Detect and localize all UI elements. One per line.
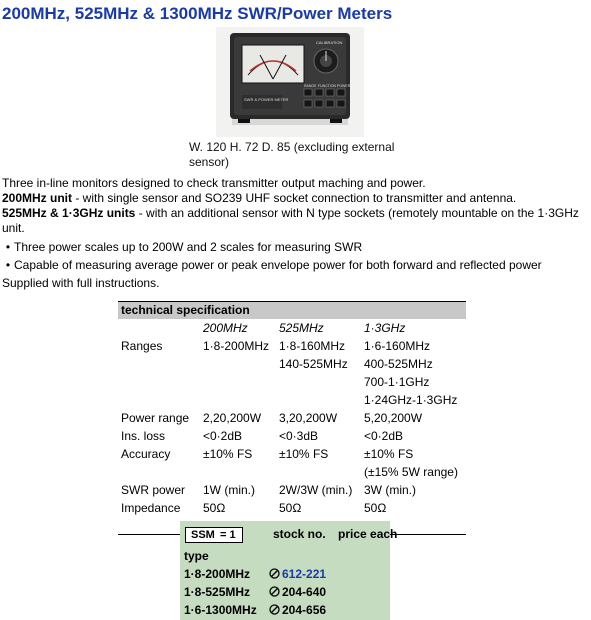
power-label: POWER xyxy=(337,84,351,88)
table-cell: ±10% FS xyxy=(364,447,414,461)
dimensions-caption: W. 120 H. 72 D. 85 (excluding external sensor) xyxy=(189,140,395,169)
list-item-text: Capable of measuring average power or peak envelope power for both forward and reflected power xyxy=(14,258,542,272)
table-cell: <0·3dB xyxy=(279,429,319,443)
stock-panel xyxy=(180,521,398,620)
price-header: price each xyxy=(338,527,398,541)
table-cell: ±10% FS xyxy=(279,447,329,461)
table-cell: 2W/3W (min.) xyxy=(279,483,353,497)
table-cell: 50Ω xyxy=(279,501,302,515)
intro-line xyxy=(2,191,587,206)
row-label: Power range xyxy=(121,411,190,425)
table-cell: ±10% FS xyxy=(203,447,253,461)
table-cell: 3W (min.) xyxy=(364,483,416,497)
ssm-badge xyxy=(185,527,243,543)
product-photo xyxy=(216,27,364,137)
table-cell: 400-525MHz xyxy=(364,357,433,371)
row-label: Ins. loss xyxy=(121,429,166,443)
unit-name: 525MHz & 1·3GHz units xyxy=(2,206,136,220)
table-cell: 700-1·1GHz xyxy=(364,375,430,389)
table-cell: 140-525MHz xyxy=(279,357,348,371)
table-cell: 3,20,200W xyxy=(279,411,338,425)
table-cell: 50Ω xyxy=(364,501,387,515)
stock-number: 204-640 xyxy=(282,585,327,599)
spec-heading: technical specification xyxy=(118,301,466,319)
stock-number-item xyxy=(269,603,326,618)
intro-line xyxy=(2,206,587,236)
feature-list xyxy=(2,240,587,276)
stock-header: stock no. xyxy=(273,527,326,541)
stock-number-item xyxy=(269,585,326,600)
page-title: 200MHz, 525MHz & 1300MHz SWR/Power Meters xyxy=(2,4,393,23)
spec-grid xyxy=(118,319,466,534)
order-icon xyxy=(269,604,280,615)
ssm-label: SSM xyxy=(191,529,215,541)
bullet-icon: • xyxy=(5,240,11,254)
column-header: 1·3GHz xyxy=(364,321,406,335)
stock-number[interactable]: 612-221 xyxy=(282,567,327,581)
intro-line: Three in-line monitors designed to check transmitter output maching and power. xyxy=(2,176,426,190)
type-cell: 1·6-1300MHz xyxy=(184,603,257,617)
order-icon xyxy=(269,586,280,597)
order-icon xyxy=(269,568,280,579)
meter-label: SWR & POWER METER xyxy=(244,97,289,102)
supplied-note: Supplied with full instructions. xyxy=(2,276,160,290)
row-label: Ranges xyxy=(121,339,163,353)
list-item xyxy=(2,240,587,255)
table-cell: 1·8-200MHz xyxy=(203,339,270,353)
table-cell: 5,20,200W xyxy=(364,411,423,425)
table-cell: <0·2dB xyxy=(203,429,243,443)
bullet-icon: • xyxy=(5,258,11,272)
unit-description: - with single sensor and SO239 UHF socket connection to transmitter and antenna. xyxy=(72,191,517,205)
table-cell: 1·6-160MHz xyxy=(364,339,431,353)
stock-number: 204-656 xyxy=(282,603,327,617)
type-header: type xyxy=(184,549,209,563)
column-header: 525MHz xyxy=(279,321,324,335)
type-cell: 1·8-200MHz xyxy=(184,567,251,581)
list-item xyxy=(2,258,587,273)
function-label: FUNCTION xyxy=(318,84,337,88)
row-label: Accuracy xyxy=(121,447,171,461)
calibration-label: CALIBRATION xyxy=(316,40,343,45)
table-cell: (±15% 5W range) xyxy=(364,465,458,479)
table-cell: 50Ω xyxy=(203,501,226,515)
ssm-value: = 1 xyxy=(220,529,236,541)
column-header: 200MHz xyxy=(203,321,248,335)
table-cell: 1W (min.) xyxy=(203,483,255,497)
intro-text xyxy=(2,176,587,236)
table-cell: <0·2dB xyxy=(364,429,404,443)
row-label: Impedance xyxy=(121,501,181,515)
table-cell: 1·8-160MHz xyxy=(279,339,346,353)
range-label: RANGE xyxy=(304,84,317,88)
spec-table xyxy=(118,301,466,535)
stock-number-link[interactable] xyxy=(269,567,326,582)
table-cell: 1·24GHz-1·3GHz xyxy=(364,393,458,407)
unit-name: 200MHz unit xyxy=(2,191,73,205)
unit-description: - with an additional sensor with N type sockets (remotely mountable on the 1·3GHz unit. xyxy=(2,206,579,235)
list-item-text: Three power scales up to 200W and 2 scales for measuring SWR xyxy=(14,240,363,254)
row-label: SWR power xyxy=(121,483,186,497)
table-cell: 2,20,200W xyxy=(203,411,262,425)
type-cell: 1·8-525MHz xyxy=(184,585,251,599)
